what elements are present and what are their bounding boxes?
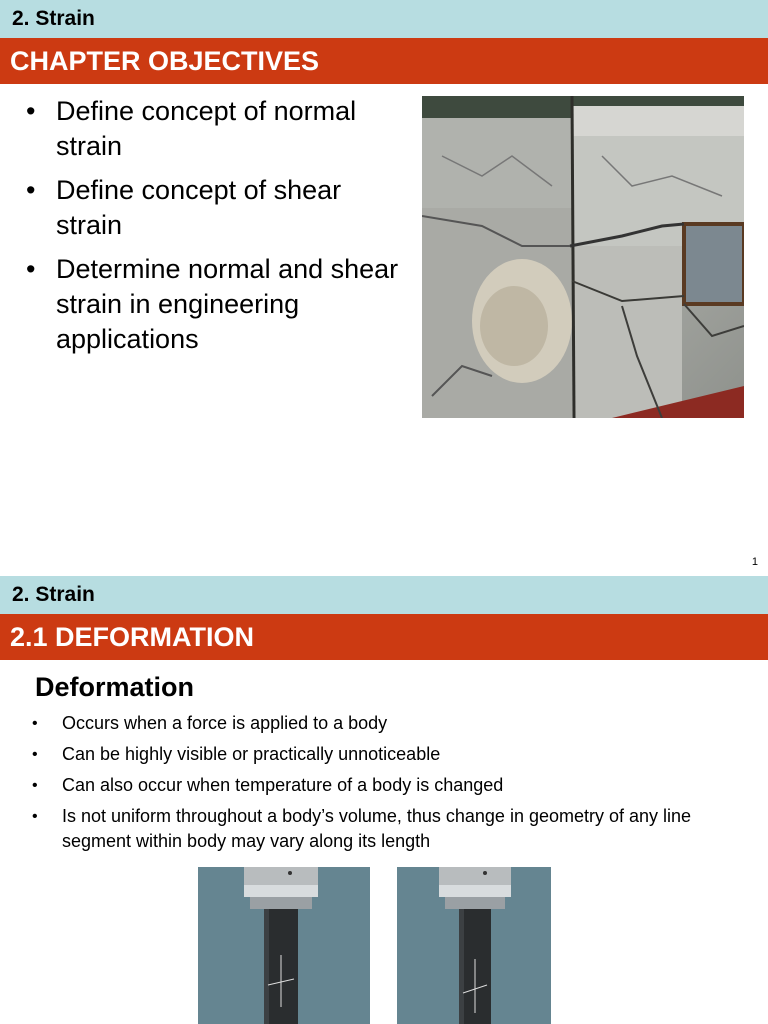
- header-text: 2. Strain: [12, 7, 95, 30]
- cracked-concrete-photo: [422, 96, 744, 418]
- list-item: • Can be highly visible or practically unnoticeable: [32, 742, 752, 767]
- list-item: • Is not uniform throughout a body’s volume, thus change in geometry of any line segment within body may vary along its length: [32, 804, 752, 854]
- list-item: • Determine normal and shear strain in engineering applications: [26, 252, 406, 357]
- title-bar: [0, 38, 768, 84]
- list-item: • Can also occur when temperature of a body is changed: [32, 773, 752, 798]
- header-bar: [0, 576, 768, 614]
- title-bar: [0, 614, 768, 660]
- header-bar: [0, 0, 768, 38]
- deformation-list: [32, 711, 752, 860]
- slide-title: CHAPTER OBJECTIVES: [10, 46, 320, 76]
- list-item: • Define concept of normal strain: [26, 94, 406, 164]
- tensile-test-photo: [198, 867, 370, 1024]
- page-number: 1: [751, 556, 758, 568]
- section-subheading: Deformation: [35, 672, 195, 702]
- objectives-list: [26, 94, 406, 366]
- slide-2: [0, 576, 768, 1024]
- header-text: 2. Strain: [12, 583, 95, 606]
- tensile-test-photo: [397, 867, 551, 1024]
- slide-title: 2.1 DEFORMATION: [10, 622, 255, 652]
- list-item: • Define concept of shear strain: [26, 173, 406, 243]
- list-item: • Occurs when a force is applied to a body: [32, 711, 752, 736]
